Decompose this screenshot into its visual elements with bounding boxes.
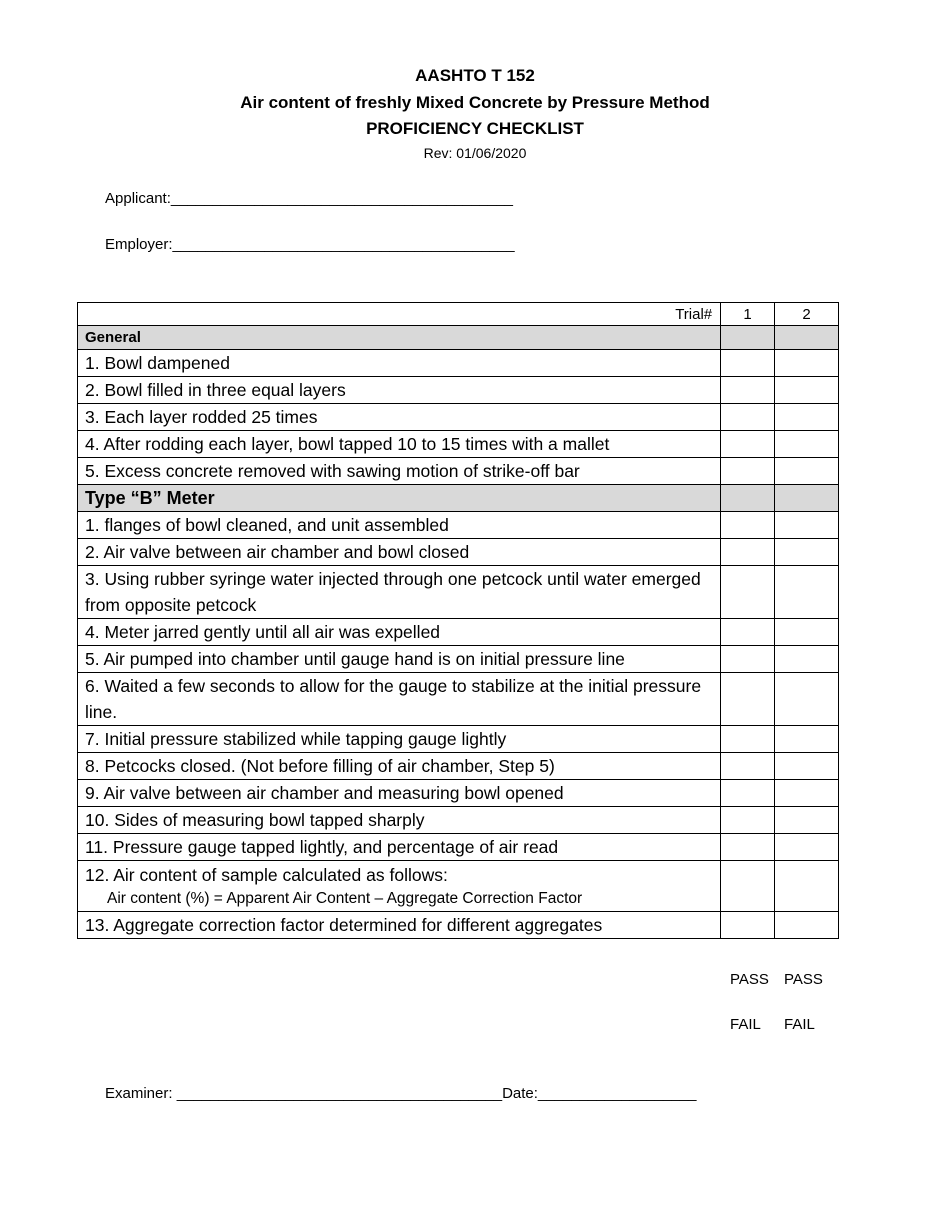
step-text: 12. Air content of sample calculated as follows: [85, 865, 448, 885]
checklist-row [78, 539, 839, 566]
step-text: 9. Air valve between air chamber and measuring bowl opened [78, 780, 721, 807]
checklist-row [78, 726, 839, 753]
applicant-field[interactable] [105, 190, 513, 207]
examiner-field[interactable] [105, 1085, 696, 1102]
step-text: 6. Waited a few seconds to allow for the gauge to stabilize at the initial pressure line. [78, 673, 721, 726]
trial-1-cell[interactable] [721, 485, 775, 512]
trial-label: Trial# [78, 303, 721, 326]
trial-2-cell[interactable] [775, 539, 839, 566]
trial-2-cell[interactable] [775, 753, 839, 780]
trial-2-cell[interactable] [775, 458, 839, 485]
step-text: 1. flanges of bowl cleaned, and unit assembled [78, 512, 721, 539]
trial-2-cell[interactable] [775, 326, 839, 350]
trial-2-cell[interactable] [775, 780, 839, 807]
trial-1-cell[interactable] [721, 458, 775, 485]
trial-2-cell[interactable] [775, 861, 839, 912]
step-text: 13. Aggregate correction factor determined for different aggregates [78, 912, 721, 939]
section-meter [78, 485, 839, 512]
checklist-row [78, 350, 839, 377]
employer-field[interactable] [105, 236, 515, 253]
step-text: 10. Sides of measuring bowl tapped sharply [78, 807, 721, 834]
step-text: 5. Air pumped into chamber until gauge hand is on initial pressure line [78, 646, 721, 673]
doc-subtitle: Air content of freshly Mixed Concrete by Pressure Method [240, 93, 710, 112]
formula-text: Air content (%) = Apparent Air Content – Aggregate Correction Factor [107, 890, 583, 907]
trial-1-cell[interactable] [721, 834, 775, 861]
step-text: 11. Pressure gauge tapped lightly, and percentage of air read [78, 834, 721, 861]
trial-2-cell[interactable] [775, 912, 839, 939]
trial-2-cell[interactable] [775, 404, 839, 431]
checklist-row [78, 404, 839, 431]
checklist-row [78, 834, 839, 861]
proficiency-checklist-table [77, 302, 839, 939]
checklist-row [78, 912, 839, 939]
examiner-label: Examiner: [105, 1085, 177, 1102]
trial-header-row [78, 303, 839, 326]
checklist-row [78, 566, 839, 619]
trial-2-cell[interactable] [775, 377, 839, 404]
trial-1-cell[interactable] [721, 726, 775, 753]
trial-2-cell[interactable] [775, 350, 839, 377]
checklist-row [78, 646, 839, 673]
trial-2-cell[interactable] [775, 807, 839, 834]
checklist-row [78, 807, 839, 834]
fail-trial-2[interactable]: FAIL [784, 1016, 815, 1033]
step-text: 2. Air valve between air chamber and bowl closed [78, 539, 721, 566]
trial-2-cell[interactable] [775, 485, 839, 512]
checklist-row [78, 619, 839, 646]
checklist-row [78, 780, 839, 807]
trial-2-cell[interactable] [775, 646, 839, 673]
trial-2-header: 2 [775, 303, 839, 326]
trial-2-cell[interactable] [775, 512, 839, 539]
checklist-title: PROFICIENCY CHECKLIST [366, 119, 584, 138]
employer-label: Employer: [105, 236, 173, 253]
section-meter-label: Type “B” Meter [78, 485, 721, 512]
trial-2-cell[interactable] [775, 619, 839, 646]
trial-2-cell[interactable] [775, 726, 839, 753]
checklist-row [78, 673, 839, 726]
trial-1-cell[interactable] [721, 377, 775, 404]
trial-1-cell[interactable] [721, 431, 775, 458]
step-text: 4. Meter jarred gently until all air was expelled [78, 619, 721, 646]
revision-date: Rev: 01/06/2020 [423, 145, 527, 161]
trial-1-header: 1 [721, 303, 775, 326]
employer-line[interactable]: _________________________________________ [172, 236, 515, 253]
step-text: 8. Petcocks closed. (Not before filling of air chamber, Step 5) [78, 753, 721, 780]
trial-1-cell[interactable] [721, 350, 775, 377]
trial-1-cell[interactable] [721, 673, 775, 726]
step-cell [78, 861, 721, 912]
step-text: 1. Bowl dampened [78, 350, 721, 377]
pass-trial-2[interactable]: PASS [784, 971, 823, 988]
trial-1-cell[interactable] [721, 646, 775, 673]
trial-1-cell[interactable] [721, 912, 775, 939]
trial-1-cell[interactable] [721, 780, 775, 807]
trial-2-cell[interactable] [775, 431, 839, 458]
doc-title: AASHTO T 152 [415, 66, 535, 85]
checklist-row [78, 377, 839, 404]
trial-1-cell[interactable] [721, 753, 775, 780]
checklist-row [78, 753, 839, 780]
step-text: 3. Each layer rodded 25 times [78, 404, 721, 431]
checklist-row [78, 431, 839, 458]
step-text: 4. After rodding each layer, bowl tapped 10 to 15 times with a mallet [78, 431, 721, 458]
trial-1-cell[interactable] [721, 861, 775, 912]
date-line[interactable]: ___________________ [537, 1085, 697, 1102]
trial-1-cell[interactable] [721, 619, 775, 646]
trial-1-cell[interactable] [721, 326, 775, 350]
trial-2-cell[interactable] [775, 673, 839, 726]
pass-trial-1[interactable]: PASS [730, 971, 769, 988]
step-text: 7. Initial pressure stabilized while tapping gauge lightly [78, 726, 721, 753]
applicant-line[interactable]: _________________________________________ [170, 190, 513, 207]
section-general [78, 326, 839, 350]
step-text: 5. Excess concrete removed with sawing motion of strike-off bar [78, 458, 721, 485]
checklist-row [78, 861, 839, 912]
checklist-row [78, 458, 839, 485]
trial-2-cell[interactable] [775, 566, 839, 619]
step-text: 3. Using rubber syringe water injected through one petcock until water emerged from opposite petcock [78, 566, 721, 619]
trial-2-cell[interactable] [775, 834, 839, 861]
trial-1-cell[interactable] [721, 539, 775, 566]
section-general-label: General [78, 326, 721, 350]
trial-1-cell[interactable] [721, 404, 775, 431]
trial-1-cell[interactable] [721, 566, 775, 619]
examiner-line[interactable]: _______________________________________ [176, 1085, 503, 1102]
step-text: 2. Bowl filled in three equal layers [78, 377, 721, 404]
applicant-label: Applicant: [105, 190, 171, 207]
trial-1-cell[interactable] [721, 807, 775, 834]
date-label: Date: [502, 1085, 538, 1102]
trial-1-cell[interactable] [721, 512, 775, 539]
checklist-row [78, 512, 839, 539]
fail-trial-1[interactable]: FAIL [730, 1016, 761, 1033]
